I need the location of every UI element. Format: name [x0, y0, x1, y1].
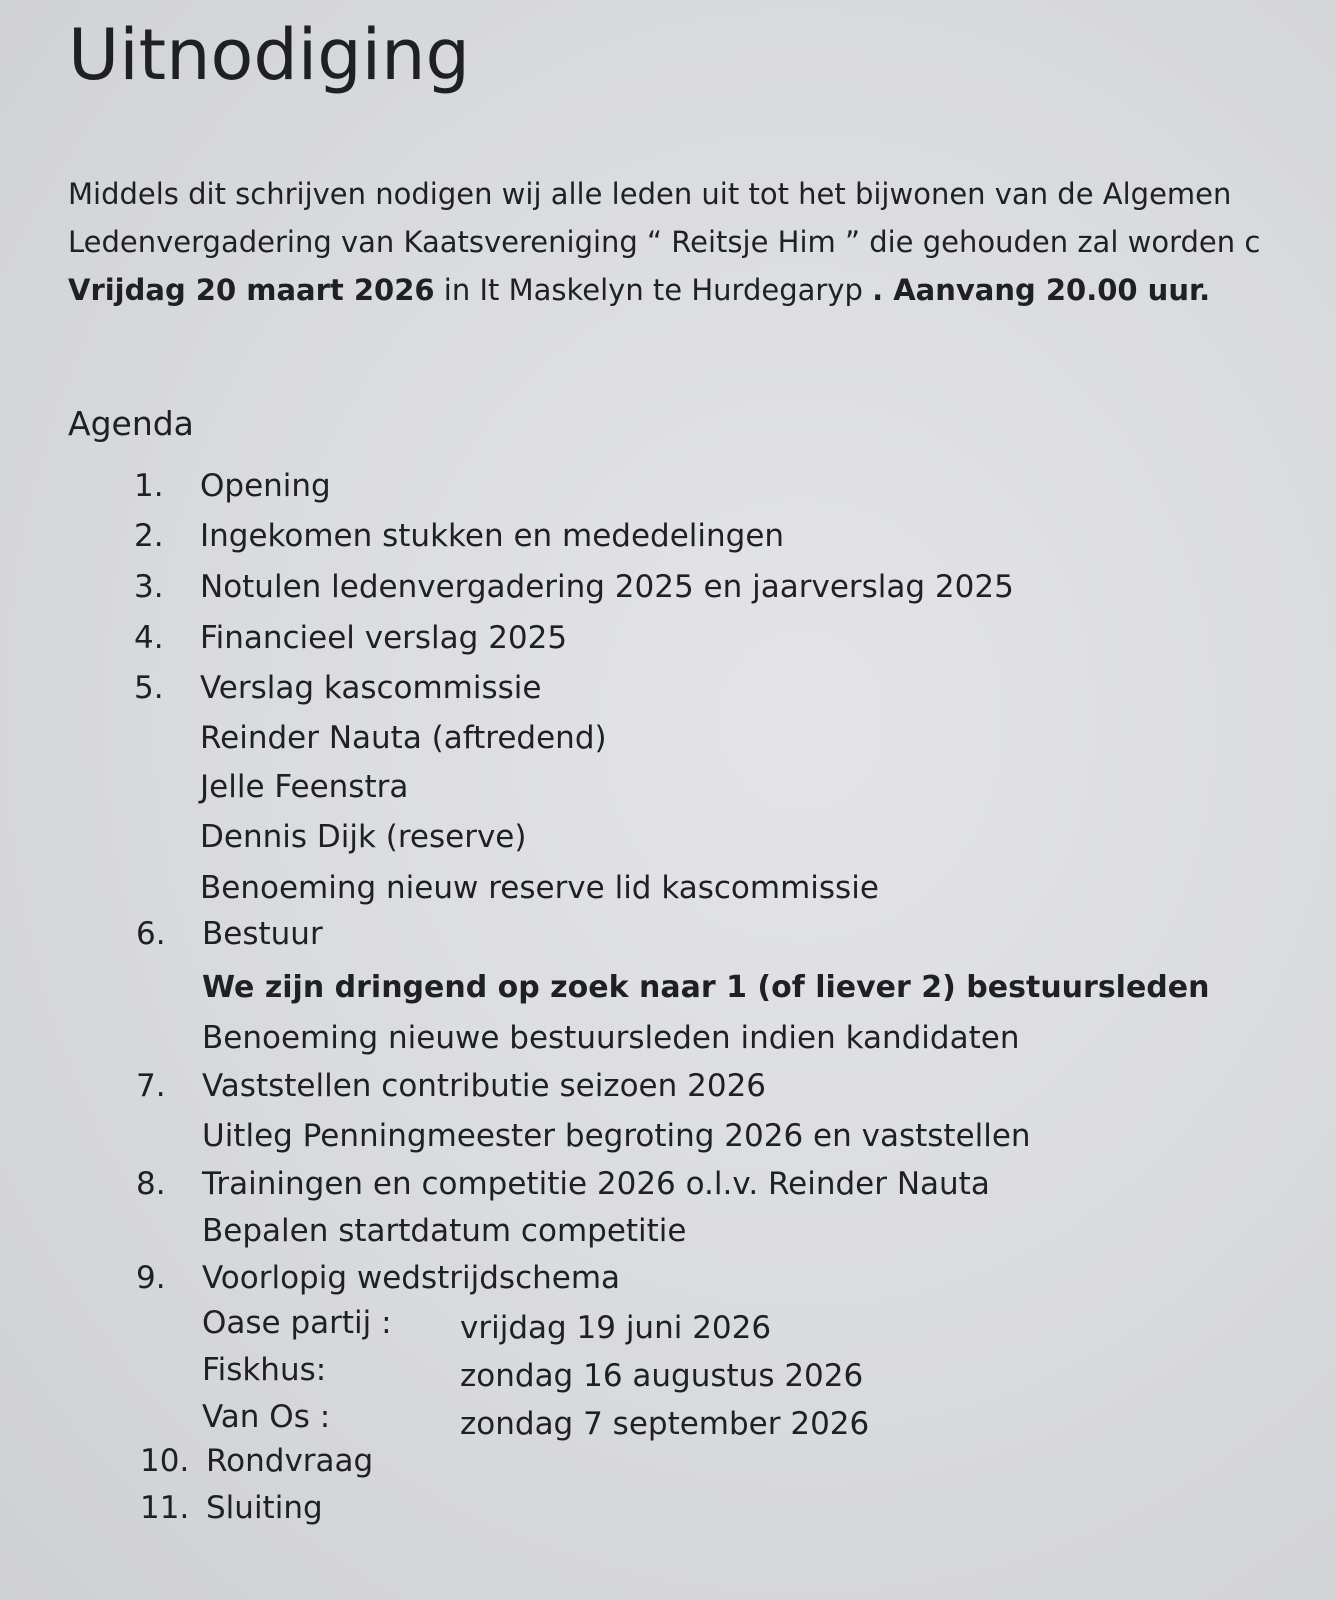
schedule-label: Fiskhus:	[202, 1352, 327, 1388]
trainingen-startdatum: Bepalen startdatum competitie	[202, 1213, 687, 1249]
agenda-item-number: 10.	[140, 1443, 190, 1479]
agenda-item-number: 1.	[134, 468, 164, 504]
meeting-start-time: . Aanvang 20.00 uur.	[872, 273, 1211, 307]
agenda-item-number: 9.	[136, 1260, 166, 1296]
agenda-item-notulen: Notulen ledenvergadering 2025 en jaarverslag 2025	[200, 569, 1014, 605]
bestuur-benoeming: Benoeming nieuwe bestuursleden indien kandidaten	[202, 1020, 1020, 1056]
agenda-item-number: 3.	[134, 569, 164, 605]
schedule-label: Van Os :	[202, 1399, 331, 1435]
kascommissie-member: Reinder Nauta (aftredend)	[200, 720, 607, 756]
agenda-item-wedstrijdschema: Voorlopig wedstrijdschema	[202, 1260, 621, 1296]
intro-line-3	[68, 266, 1336, 314]
agenda-item-number: 7.	[136, 1068, 166, 1104]
schedule-date: vrijdag 19 juni 2026	[460, 1310, 772, 1346]
agenda-item-kascommissie: Verslag kascommissie	[200, 670, 542, 706]
schedule-label: Oase partij :	[202, 1305, 392, 1341]
kascommissie-member: Dennis Dijk (reserve)	[200, 819, 527, 855]
agenda-item-number: 8.	[136, 1166, 166, 1202]
agenda-item-financieel: Financieel verslag 2025	[200, 620, 568, 656]
bestuur-urgent-notice: We zijn dringend op zoek naar 1 (of liever 2) bestuursleden	[202, 970, 1210, 1005]
meeting-date: Vrijdag 20 maart 2026	[68, 273, 435, 307]
agenda-item-number: 2.	[134, 518, 164, 554]
agenda-item-rondvraag: Rondvraag	[206, 1443, 374, 1479]
page-title: Uitnodiging	[68, 14, 470, 96]
schedule-date: zondag 16 augustus 2026	[460, 1358, 864, 1394]
agenda-item-opening: Opening	[200, 468, 331, 504]
meeting-location: in It Maskelyn te Hurdegaryp	[434, 273, 873, 307]
agenda-item-sluiting: Sluiting	[206, 1490, 323, 1526]
intro-line-1: Middels dit schrijven nodigen wij alle leden uit tot het bijwonen van de Algemen	[68, 177, 1232, 211]
schedule-date: zondag 7 september 2026	[460, 1406, 870, 1442]
agenda-item-number: 5.	[134, 670, 164, 706]
intro-paragraph	[68, 170, 1336, 314]
agenda-item-ingekomen: Ingekomen stukken en mededelingen	[200, 518, 785, 554]
agenda-heading: Agenda	[68, 404, 194, 443]
kascommissie-benoeming: Benoeming nieuw reserve lid kascommissie	[200, 870, 879, 906]
kascommissie-member: Jelle Feenstra	[200, 769, 409, 805]
agenda-item-number: 11.	[140, 1490, 190, 1526]
agenda-item-number: 6.	[136, 916, 166, 952]
agenda-item-bestuur: Bestuur	[202, 916, 323, 952]
intro-line-2: Ledenvergadering van Kaatsvereniging “ Reitsje Him ” die gehouden zal worden c	[68, 225, 1261, 259]
agenda-item-contributie: Vaststellen contributie seizoen 2026	[202, 1068, 767, 1104]
contributie-uitleg: Uitleg Penningmeester begroting 2026 en vaststellen	[202, 1118, 1031, 1154]
agenda-item-number: 4.	[134, 620, 164, 656]
agenda-item-trainingen: Trainingen en competitie 2026 o.l.v. Reinder Nauta	[202, 1166, 990, 1202]
